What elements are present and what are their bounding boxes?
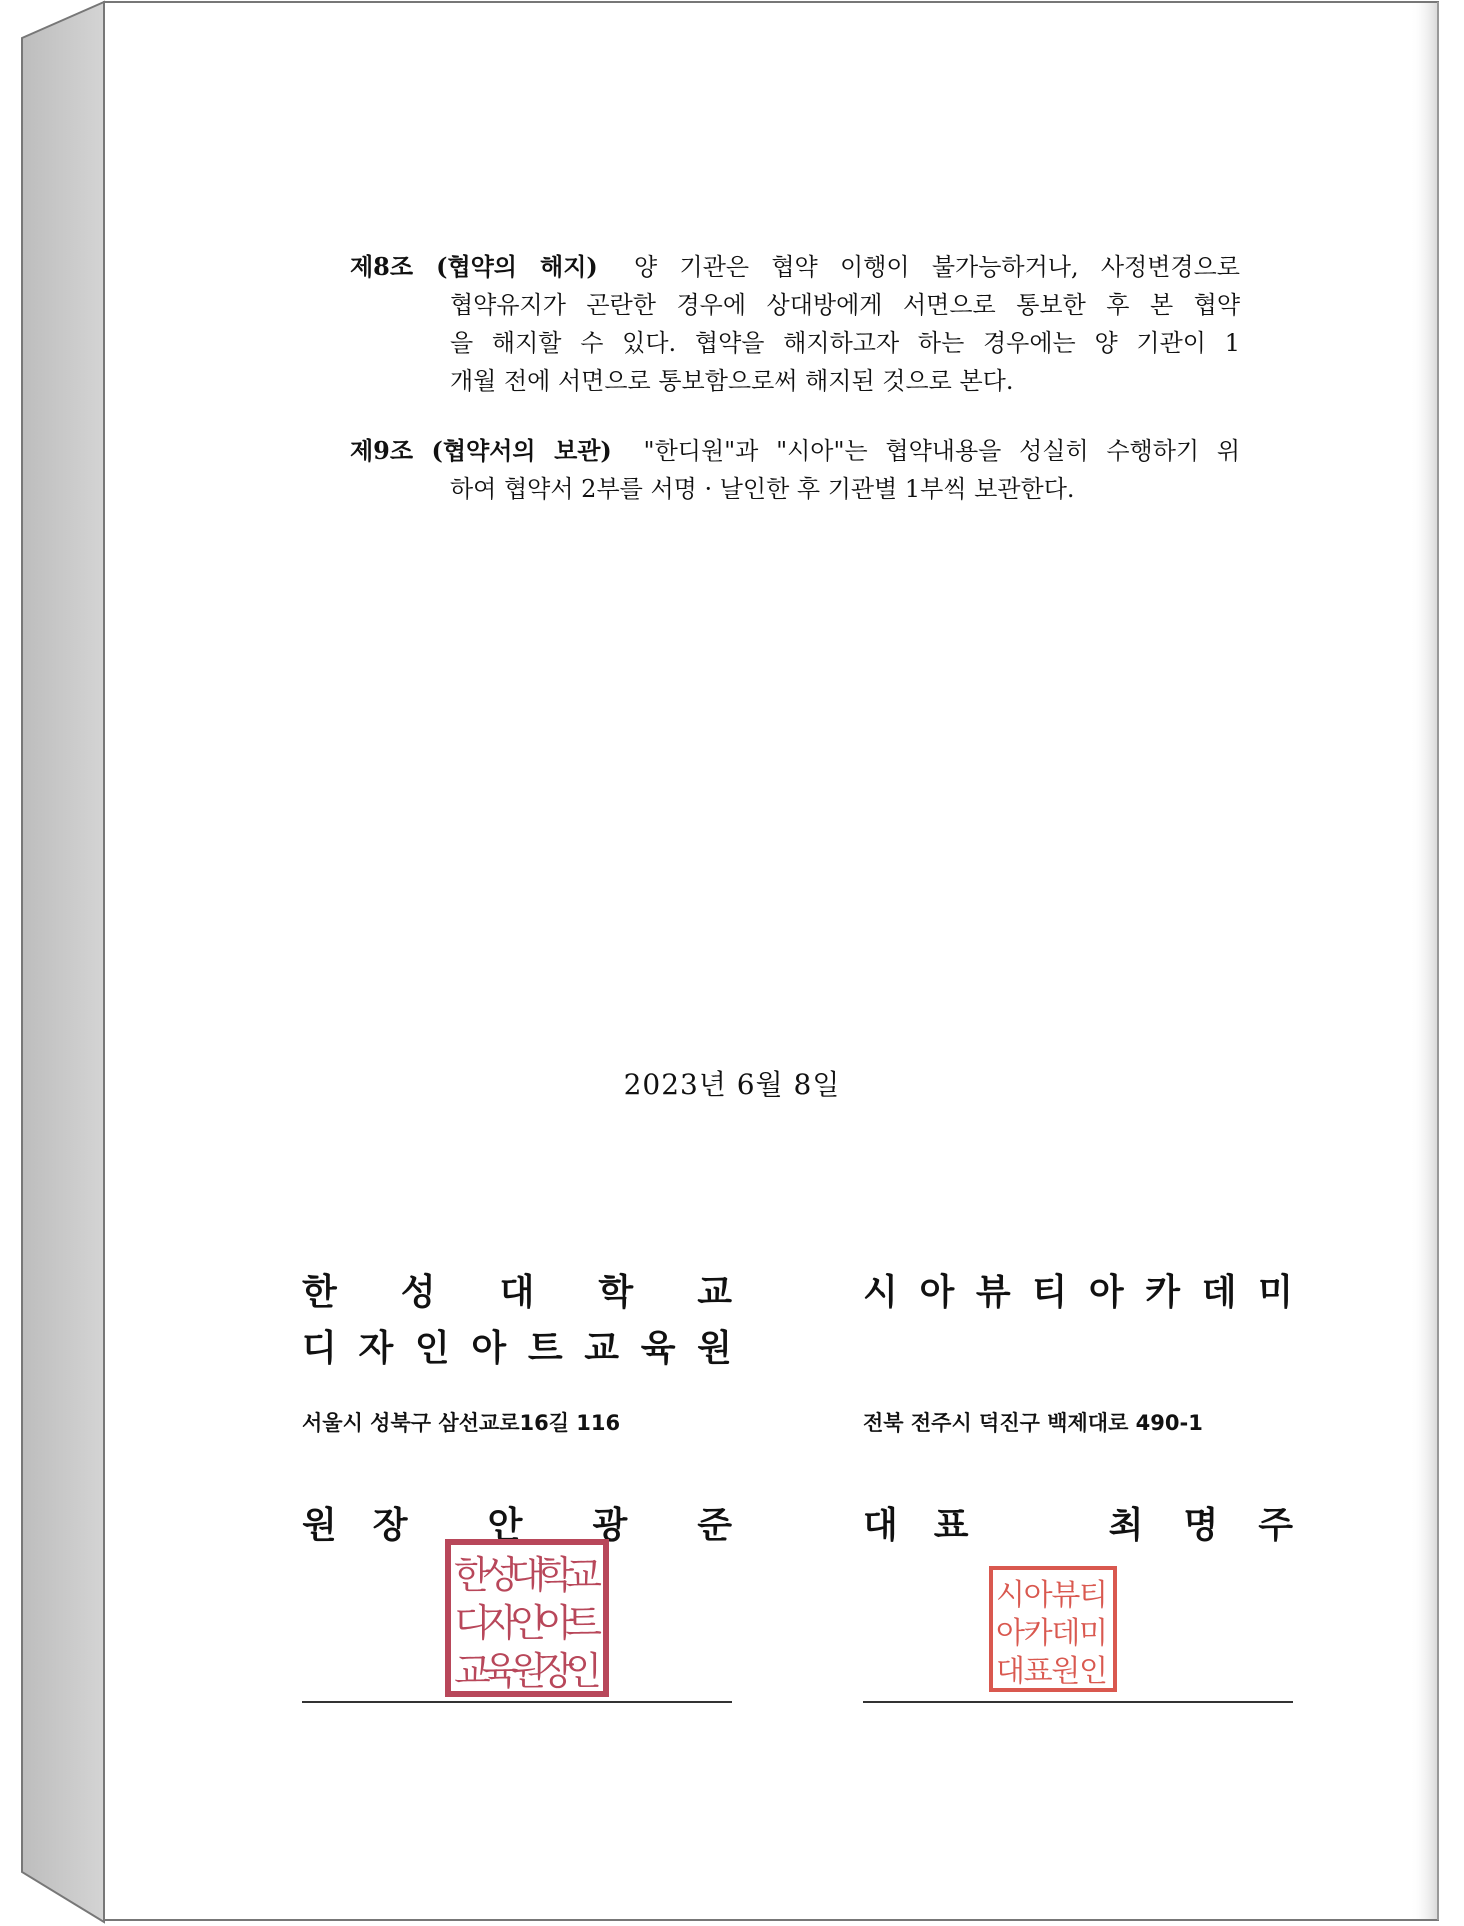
article-text-line: "한디원"과 "시아"는 협약내용을 성실히 수행하기 위 [643, 437, 1240, 465]
article-8 [350, 248, 1240, 400]
svg-text:교육원장인: 교육원장인 [454, 1649, 602, 1693]
rep-title: 대 표 [863, 1505, 969, 1546]
article-heading: 제8조 (협약의 해지) [350, 252, 598, 281]
seal-right [988, 1565, 1118, 1693]
article-text-line: 하여 협약서 2부를 서명 · 날인한 후 기관별 1부씩 보관한다. [450, 475, 1075, 503]
org-address: 전북 전주시 덕진구 백제대로 490-1 [863, 1411, 1203, 1435]
agreement-date: 2023년 6월 8일 [623, 1068, 841, 1101]
svg-text:디자인아트: 디자인아트 [454, 1601, 602, 1645]
signature-line-right [863, 1701, 1293, 1703]
org-name-line2: 디 자 인 아 트 교 육 원 [302, 1328, 732, 1369]
article-text-line: 양 기관은 협약 이행이 불가능하거나, 사정변경으로 [634, 253, 1240, 281]
article-text-line: 개월 전에 서면으로 통보함으로써 해지된 것으로 본다. [450, 367, 1014, 395]
party-right [863, 1265, 1293, 1548]
representative [863, 1497, 1293, 1548]
rep-title: 원 장 [302, 1505, 408, 1546]
org-address: 서울시 성북구 삼선교로16길 116 [302, 1411, 621, 1435]
party-left [302, 1265, 732, 1548]
seal-left-text: 한성대학교 [454, 1553, 602, 1597]
article-text-line: 협약유지가 곤란한 경우에 상대방에게 서면으로 통보한 후 본 협약 [450, 291, 1240, 319]
seal-left [444, 1538, 610, 1698]
org-name-line1: 한 성 대 학 교 [302, 1272, 732, 1313]
article-text-line: 을 해지할 수 있다. 협약을 해지하고자 하는 경우에는 양 기관이 1 [450, 329, 1240, 357]
signature-line-left [302, 1701, 732, 1703]
svg-text:아카데미: 아카데미 [996, 1616, 1108, 1651]
rep-name: 최 명 주 [1108, 1505, 1293, 1546]
rep-name: 안 광 준 [487, 1505, 732, 1546]
article-9 [350, 432, 1240, 508]
svg-text:대표원인: 대표원인 [996, 1654, 1108, 1689]
org-name-line1: 시 아 뷰 티 아 카 데 미 [863, 1272, 1293, 1313]
seal-right-text: 시아뷰티 [996, 1578, 1108, 1613]
article-heading: 제9조 (협약서의 보관) [350, 436, 612, 465]
